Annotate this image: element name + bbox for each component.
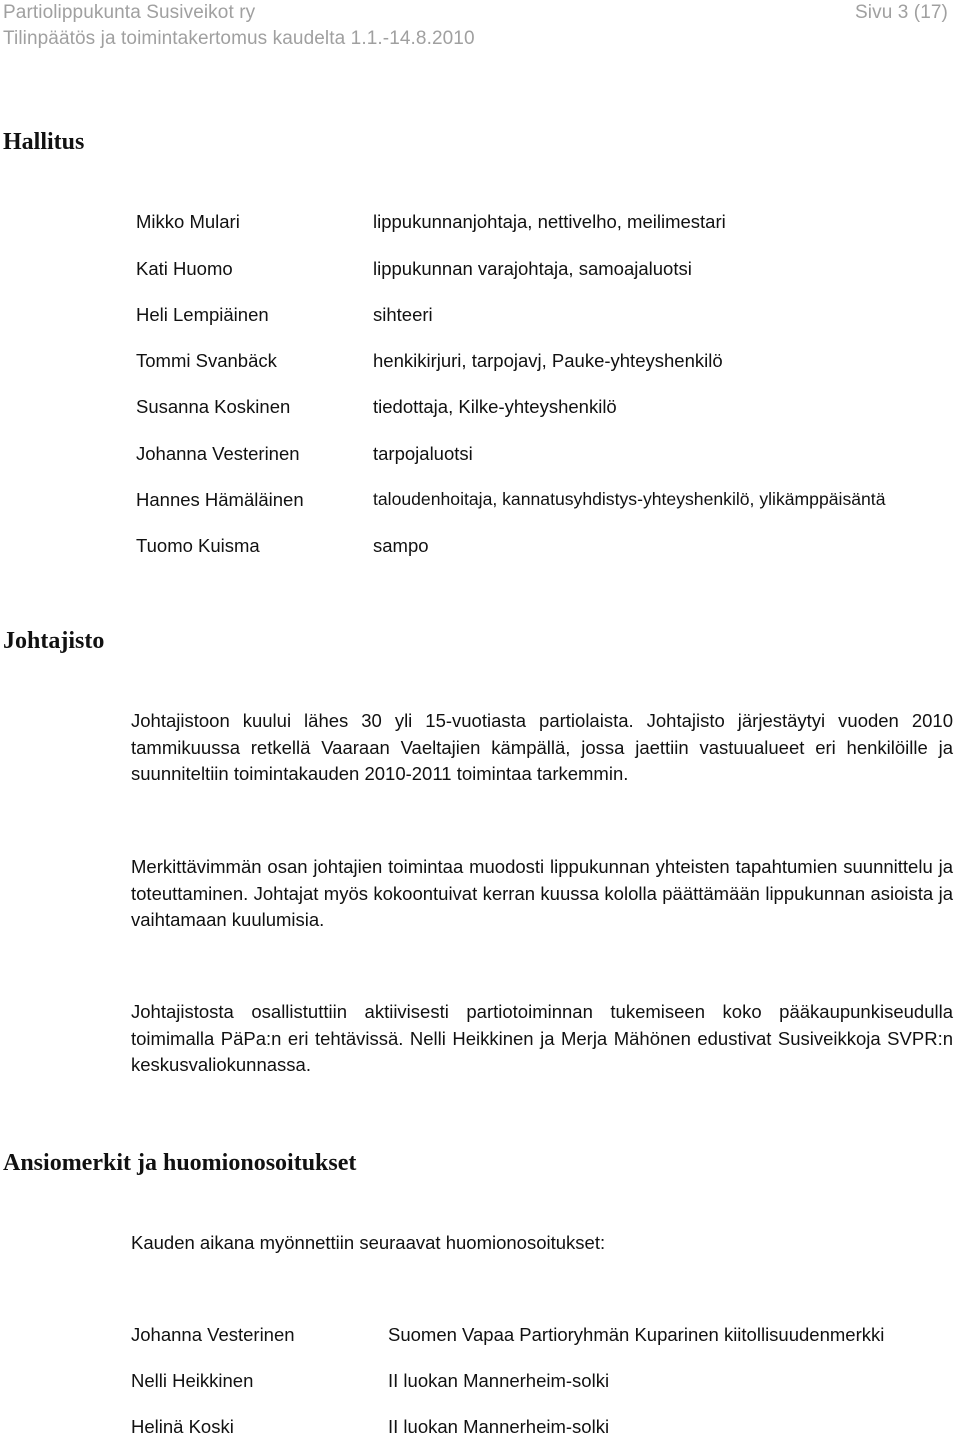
paragraph-johtajisto-3: Johtajistosta osallistuttiin aktiivisesti partiotoiminnan tukemiseen koko pääkaupunkiseudulla toimimalla PäPa:n eri tehtävissä. Nelli Heikkinen ja Merja Mähönen edustivat Susiveikkoja SVPR:n keskusvaliokunnassa. bbox=[131, 1001, 953, 1075]
member-role: henkikirjuri, tarpojavj, Pauke-yhteyshenkilö bbox=[373, 350, 723, 371]
member-role: taloudenhoitaja, kannatusyhdistys-yhteyshenkilö, ylikämppäisäntä bbox=[373, 489, 886, 509]
awards-intro: Kauden aikana myönnettiin seuraavat huomionosoitukset: bbox=[131, 1232, 606, 1253]
paragraph-johtajisto-1: Johtajistoon kuului lähes 30 yli 15-vuotiasta partiolaista. Johtajisto järjestäytyi vuoden 2010 tammikuussa retkellä Vaaraan Vaeltajien kämpällä, jossa jaettiin vastuualueet eri henkilöille ja suunniteltiin toimintakauden 2010-2011 toimintaa tarkemmin. bbox=[131, 710, 953, 784]
member-role: lippukunnan varajohtaja, samoajaluotsi bbox=[373, 258, 692, 279]
award-name: II luokan Mannerheim-solki bbox=[388, 1370, 610, 1391]
award-name: Suomen Vapaa Partioryhmän Kuparinen kiitollisuudenmerkki bbox=[388, 1324, 885, 1345]
section-heading-johtajisto: Johtajisto bbox=[3, 628, 105, 654]
award-recipient: Helinä Koski bbox=[131, 1416, 234, 1437]
member-name: Mikko Mulari bbox=[136, 211, 240, 232]
award-recipient: Johanna Vesterinen bbox=[131, 1324, 295, 1345]
award-name: II luokan Mannerheim-solki bbox=[388, 1416, 610, 1437]
member-role: tarpojaluotsi bbox=[373, 443, 473, 464]
award-recipient: Nelli Heikkinen bbox=[131, 1370, 254, 1391]
member-name: Kati Huomo bbox=[136, 258, 233, 279]
member-name: Johanna Vesterinen bbox=[136, 443, 300, 464]
header-subtitle: Tilinpäätös ja toimintakertomus kaudelta 1.1.-14.8.2010 bbox=[3, 28, 475, 49]
member-name: Hannes Hämäläinen bbox=[136, 489, 304, 510]
member-role: lippukunnanjohtaja, nettivelho, meilimestari bbox=[373, 211, 726, 232]
member-role: tiedottaja, Kilke-yhteyshenkilö bbox=[373, 396, 617, 417]
section-heading-ansiomerkit: Ansiomerkit ja huomionosoitukset bbox=[3, 1150, 357, 1176]
member-name: Heli Lempiäinen bbox=[136, 304, 269, 325]
member-name: Susanna Koskinen bbox=[136, 396, 291, 417]
member-name: Tommi Svanbäck bbox=[136, 350, 277, 371]
member-role: sampo bbox=[373, 535, 429, 556]
paragraph-johtajisto-2: Merkittävimmän osan johtajien toimintaa muodosti lippukunnan yhteisten tapahtumien suunnittelu ja toteuttaminen. Johtajat myös kokoontuivat kerran kuussa kololla päättämään lippukunnan asioista ja vaihtamaan kuulumisia. bbox=[131, 856, 953, 930]
header-page-number: Sivu 3 (17) bbox=[855, 2, 948, 23]
section-heading-hallitus: Hallitus bbox=[3, 129, 85, 155]
member-name: Tuomo Kuisma bbox=[136, 535, 260, 556]
header-org: Partiolippukunta Susiveikot ry bbox=[3, 2, 256, 23]
member-role: sihteeri bbox=[373, 304, 433, 325]
